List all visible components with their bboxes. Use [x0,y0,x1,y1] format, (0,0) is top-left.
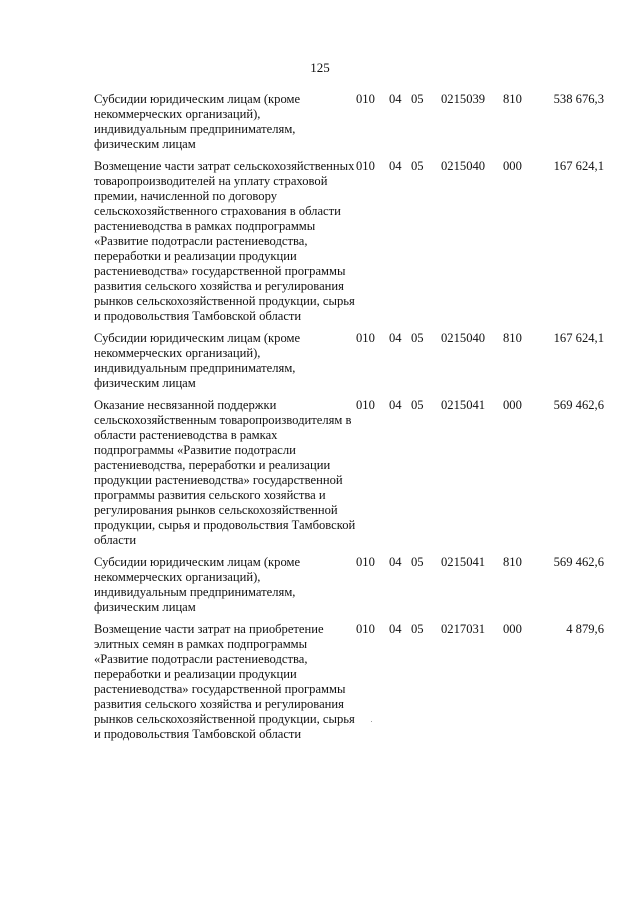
row-rz-code: 04 [389,159,402,173]
row-pr-code: 05 [411,331,424,345]
page-number: 125 [310,60,330,75]
row-gr-code: 010 [356,622,375,636]
row-vr-code: 810 [503,555,522,569]
row-csr-code: 0215041 [441,555,486,569]
table-row [94,331,604,398]
row-csr-code: 0215040 [441,159,486,173]
row-sum: 569 462,6 [553,398,604,412]
row-vr-code: 000 [503,159,522,173]
table-row [94,555,604,622]
row-name: Оказание несвязанной поддержки сельскохозяйственным товаропроизводителям в области растениеводства в рамках подпрограммы «Развитие подотрасли растениеводства, переработки и реализации продукции растениеводства» государственной программы развития сельского хозяйства и регулирования рынков сельскохозяйственной продукции, сырья и продовольствия Тамбовской области [94,398,356,547]
row-pr-code: 05 [411,159,424,173]
scan-speck [371,721,372,722]
row-csr-code: 0217031 [441,622,486,636]
row-rz-code: 04 [389,622,402,636]
row-vr-code: 000 [503,398,522,412]
row-sum: 167 624,1 [553,159,604,173]
row-sum: 569 462,6 [553,555,604,569]
row-rz-code: 04 [389,92,402,106]
row-name: Субсидии юридическим лицам (кроме некоммерческих организаций), индивидуальным предпринимателям, физическим лицам [94,555,301,614]
row-rz-code: 04 [389,331,402,345]
row-gr-code: 010 [356,331,375,345]
row-vr-code: 810 [503,331,522,345]
row-csr-code: 0215040 [441,331,486,345]
row-pr-code: 05 [411,622,424,636]
row-pr-code: 05 [411,555,424,569]
row-csr-code: 0215039 [441,92,486,106]
row-gr-code: 010 [356,92,375,106]
row-name: Субсидии юридическим лицам (кроме некоммерческих организаций), индивидуальным предпринимателям, физическим лицам [94,92,301,151]
row-rz-code: 04 [389,398,402,412]
row-rz-code: 04 [389,555,402,569]
row-vr-code: 000 [503,622,522,636]
row-name: Субсидии юридическим лицам (кроме некоммерческих организаций), индивидуальным предпринимателям, физическим лицам [94,331,301,390]
table-row [94,622,604,749]
row-pr-code: 05 [411,398,424,412]
row-sum: 538 676,3 [553,92,604,106]
row-csr-code: 0215041 [441,398,486,412]
table-row [94,92,604,159]
budget-table [94,92,604,749]
row-pr-code: 05 [411,92,424,106]
table-row [94,398,604,555]
row-sum: 4 879,6 [566,622,604,636]
row-gr-code: 010 [356,159,375,173]
row-vr-code: 810 [503,92,522,106]
row-name: Возмещение части затрат на приобретение элитных семян в рамках подпрограммы «Развитие подотрасли растениеводства, переработки и реализации продукции растениеводства» государственной программы развития сельского хозяйства и регулирования рынков сельскохозяйственной продукции, сырья и продовольствия Тамбовской области [94,622,355,741]
row-gr-code: 010 [356,398,375,412]
row-gr-code: 010 [356,555,375,569]
row-name: Возмещение части затрат сельскохозяйственных товаропроизводителей на уплату страховой премии, начисленной по договору сельскохозяйственного страхования в области растениеводства в рамках подпрограммы «Развитие подотрасли растениеводства, переработки и реализации продукции растениеводства» государственной программы развития сельского хозяйства и регулирования рынков сельскохозяйственной продукции, сырья и продовольствия Тамбовской области [94,159,355,323]
row-sum: 167 624,1 [553,331,604,345]
table-row [94,159,604,331]
